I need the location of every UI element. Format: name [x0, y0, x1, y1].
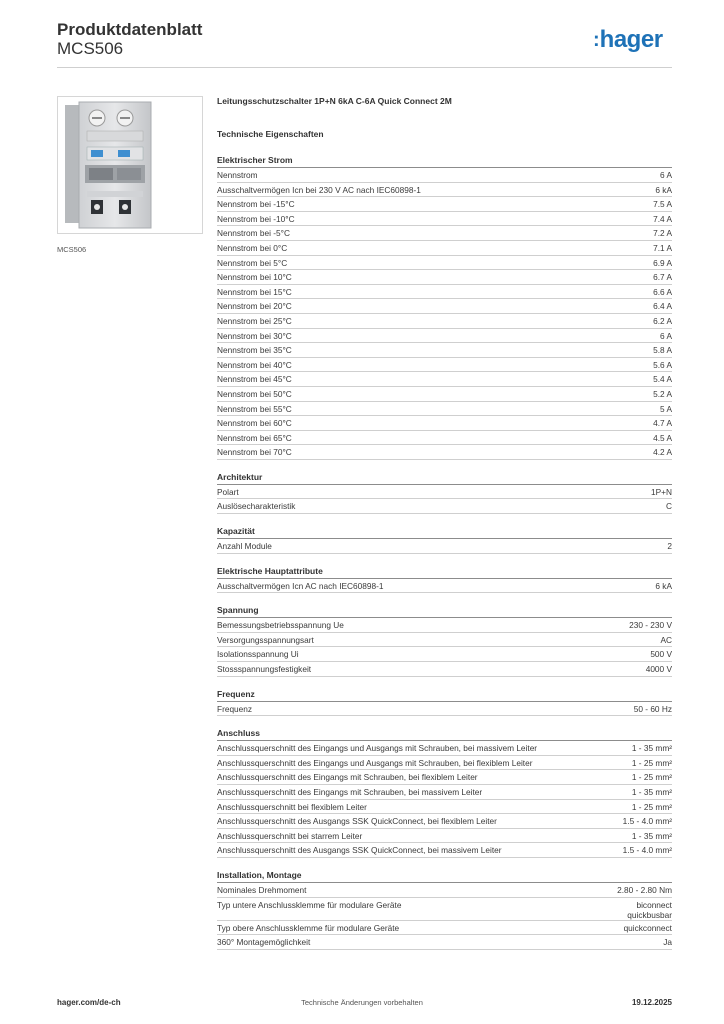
property-label: Ausschaltvermögen Icn AC nach IEC60898-1 [217, 580, 384, 591]
property-row [217, 387, 672, 402]
property-value: 500 V [650, 649, 672, 660]
property-row [217, 883, 672, 898]
property-value: 4.2 A [653, 447, 672, 458]
property-row [217, 343, 672, 358]
property-sections [217, 155, 672, 950]
property-label: 360° Montagemöglichkeit [217, 937, 311, 948]
section-title: Architektur [217, 471, 263, 482]
property-label: Nennstrom bei 10°C [217, 272, 292, 283]
property-label: Typ untere Anschlussklemme für modulare Geräte [217, 899, 402, 910]
section-title: Elektrischer Strom [217, 155, 293, 165]
technical-properties-title: Technische Eigenschaften [217, 129, 324, 139]
property-value: 7.1 A [653, 242, 672, 253]
property-value: 7.4 A [653, 213, 672, 224]
property-row [217, 539, 672, 554]
property-label: Nennstrom bei 45°C [217, 374, 292, 385]
property-value: 5.6 A [653, 359, 672, 370]
property-label: Nennstrom bei 35°C [217, 345, 292, 356]
property-row [217, 416, 672, 431]
property-row [217, 212, 672, 227]
property-value: 1.5 - 4.0 mm² [622, 845, 672, 856]
property-label: Typ obere Anschlussklemme für modulare Geräte [217, 922, 400, 933]
property-label: Anschlussquerschnitt bei flexiblem Leiter [217, 801, 367, 812]
property-label: Polart [217, 486, 239, 497]
property-value: Ja [663, 937, 672, 948]
property-row [217, 183, 672, 198]
property-value: 6 A [660, 170, 672, 180]
product-image-caption: MCS506 [57, 245, 87, 254]
property-label: Stossspannungsfestigkeit [217, 664, 312, 675]
property-row [217, 329, 672, 344]
property-label: Ausschaltvermögen Icn bei 230 V AC nach IEC60898-1 [217, 184, 421, 195]
property-label: Anzahl Module [217, 541, 272, 552]
property-row [217, 921, 672, 936]
property-label: Anschlussquerschnitt des Eingangs und Ausgangs mit Schrauben, bei massivem Leiter [217, 743, 538, 754]
property-row [217, 633, 672, 648]
property-value: 4.5 A [653, 432, 672, 443]
property-row [217, 358, 672, 373]
property-row [217, 935, 672, 950]
property-row [217, 662, 672, 677]
property-row [217, 226, 672, 241]
property-label: Nominales Drehmoment [217, 884, 307, 895]
property-label: Nennstrom bei 40°C [217, 359, 292, 370]
property-label: Nennstrom bei -5°C [217, 228, 290, 239]
property-label: Nennstrom bei 70°C [217, 447, 292, 458]
property-label: Nennstrom bei 20°C [217, 301, 292, 312]
property-label: Anschlussquerschnitt bei starrem Leiter [217, 830, 363, 841]
property-row [217, 829, 672, 844]
circuit-breaker-icon [58, 97, 202, 233]
property-label: Auslösecharakteristik [217, 501, 296, 512]
logo-prefix: : [593, 29, 599, 51]
property-row [217, 702, 672, 717]
property-value: AC [660, 634, 672, 645]
property-label: Frequenz [217, 703, 253, 714]
property-value: 1.5 - 4.0 mm² [622, 816, 672, 827]
property-row [217, 843, 672, 858]
footer-website: hager.com/de-ch [57, 998, 121, 1007]
property-label: Nennstrom bei -10°C [217, 213, 295, 224]
property-value: quickconnect [623, 922, 672, 933]
properties-column [217, 96, 672, 950]
logo-text: hager [599, 26, 663, 53]
property-row [217, 800, 672, 815]
property-label: Nennstrom bei 5°C [217, 257, 288, 268]
section-title: Frequenz [217, 688, 255, 699]
header-rule [57, 67, 672, 68]
property-value: 4.7 A [653, 418, 672, 429]
property-row [217, 314, 672, 329]
property-value: C [666, 501, 672, 512]
property-value: 2 [667, 541, 672, 552]
property-row [217, 197, 672, 212]
property-label: Nennstrom bei 55°C [217, 403, 292, 414]
property-row [217, 402, 672, 417]
property-label: Nennstrom bei 50°C [217, 388, 292, 399]
property-row [217, 741, 672, 756]
property-value: 6 A [660, 330, 672, 341]
property-label: Nennstrom bei 25°C [217, 315, 292, 326]
property-row [217, 241, 672, 256]
property-value: 6.6 A [653, 286, 672, 297]
property-row [217, 270, 672, 285]
property-label: Anschlussquerschnitt des Ausgangs SSK QuickConnect, bei flexiblem Leiter [217, 816, 497, 827]
property-row [217, 618, 672, 633]
property-value: 1 - 25 mm² [631, 772, 672, 783]
property-value: 5.4 A [653, 374, 672, 385]
property-value: 6.4 A [653, 301, 672, 312]
property-row [217, 445, 672, 460]
property-value: 6.9 A [653, 257, 672, 268]
property-label: Nennstrom bei 60°C [217, 418, 292, 429]
property-label: Nennstrom bei 30°C [217, 330, 292, 341]
property-value: 5 A [660, 403, 672, 414]
property-row [217, 299, 672, 314]
property-label: Anschlussquerschnitt des Eingangs mit Schrauben, bei massivem Leiter [217, 787, 483, 797]
property-value: 4000 V [645, 664, 672, 675]
property-row [217, 431, 672, 446]
property-value: 1 - 35 mm² [631, 830, 672, 841]
section-title: Spannung [217, 605, 259, 616]
property-label: Anschlussquerschnitt des Eingangs mit Schrauben, bei flexiblem Leiter [217, 772, 478, 783]
property-label: Nennstrom bei 65°C [217, 432, 292, 443]
property-label: Anschlussquerschnitt des Eingangs und Ausgangs mit Schrauben, bei flexiblem Leiter [217, 757, 533, 768]
property-row [217, 579, 672, 594]
property-row [217, 168, 672, 183]
property-row [217, 485, 672, 500]
property-value: 5.2 A [653, 388, 672, 399]
section-title: Kapazität [217, 526, 255, 537]
property-value: 6 kA [655, 580, 672, 591]
page-title: Produktdatenblatt [57, 20, 203, 39]
page-subtitle: MCS506 [57, 39, 124, 58]
property-label: Isolationsspannung Ui [217, 649, 299, 660]
property-value: 2.80 - 2.80 Nm [617, 884, 672, 895]
section-title: Installation, Montage [217, 869, 302, 880]
hager-logo [593, 26, 663, 54]
property-row [217, 898, 672, 921]
property-value: 7.5 A [653, 199, 672, 210]
property-value: 230 - 230 V [629, 620, 672, 631]
property-label: Nennstrom bei 0°C [217, 242, 288, 253]
property-row [217, 814, 672, 829]
property-row [217, 256, 672, 271]
property-row [217, 785, 672, 800]
property-value: 6 kA [655, 184, 672, 195]
property-row [217, 372, 672, 387]
section-title: Anschluss [217, 728, 260, 739]
property-value: biconnect quickbusbar [627, 899, 672, 920]
property-label: Nennstrom [217, 170, 258, 180]
property-value: 6.2 A [653, 315, 672, 326]
property-label: Nennstrom bei 15°C [217, 286, 292, 297]
property-value: 1 - 25 mm² [631, 801, 672, 812]
property-value: 7.2 A [653, 228, 672, 239]
footer-disclaimer: Technische Änderungen vorbehalten [301, 998, 423, 1007]
product-image [57, 96, 203, 234]
property-value: 1P+N [651, 486, 672, 497]
property-value: 1 - 25 mm² [631, 757, 672, 768]
property-value: 6.7 A [653, 272, 672, 283]
property-row [217, 770, 672, 785]
property-value: 1 - 35 mm² [631, 787, 672, 797]
property-value: 5.8 A [653, 345, 672, 356]
property-row [217, 499, 672, 514]
property-label: Anschlussquerschnitt des Ausgangs SSK QuickConnect, bei massivem Leiter [217, 845, 502, 856]
property-label: Bemessungsbetriebsspannung Ue [217, 620, 344, 631]
property-row [217, 647, 672, 662]
property-row [217, 756, 672, 771]
property-row [217, 285, 672, 300]
product-description: Leitungsschutzschalter 1P+N 6kA C-6A Quick Connect 2M [217, 96, 452, 106]
property-label: Versorgungsspannungsart [217, 634, 314, 645]
property-value: 50 - 60 Hz [633, 703, 672, 714]
footer-date: 19.12.2025 [631, 998, 672, 1007]
property-value: 1 - 35 mm² [631, 743, 672, 754]
property-label: Nennstrom bei -15°C [217, 199, 295, 210]
section-title: Elektrische Hauptattribute [217, 565, 323, 576]
